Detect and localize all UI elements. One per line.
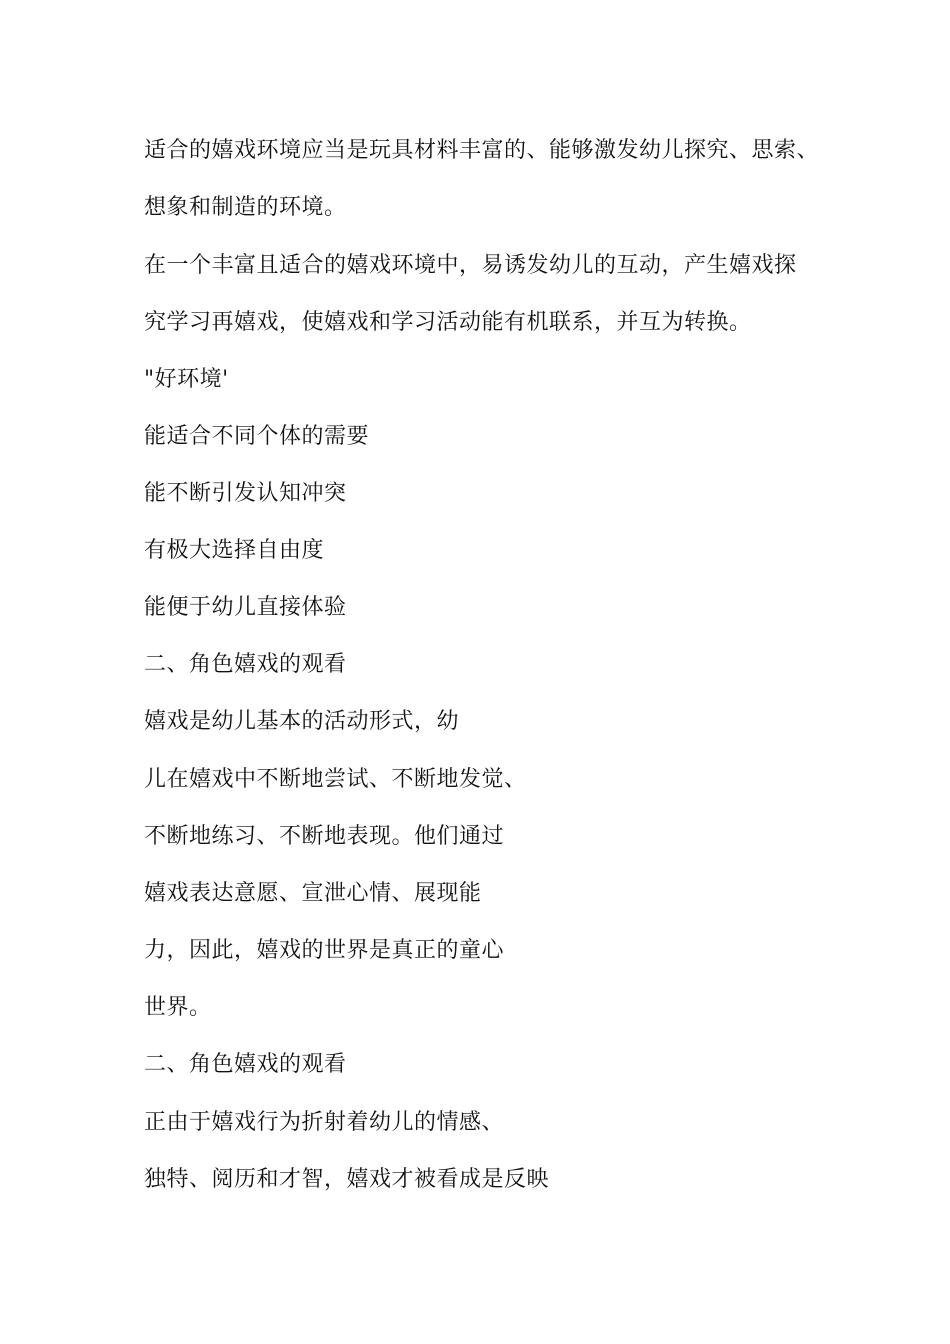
text-line: 嬉戏表达意愿、宣泄心情、展现能 [144,881,482,906]
text-line: "好环境' [144,367,229,392]
text-line: 想象和制造的环境。 [144,195,347,220]
text-line: 力，因此，嬉戏的世界是真正的童心 [144,938,505,963]
section-heading: 二、角色嬉戏的观看 [144,652,347,677]
text-line: 独特、阅历和才智，嬉戏才被看成是反映 [144,1167,550,1192]
text-line: 能适合不同个体的需要 [144,424,370,449]
text-line: 在一个丰富且适合的嬉戏环境中，易诱发幼儿的互动，产生嬉戏探 [144,253,797,278]
text-line: 不断地练习、不断地表现。他们通过 [144,824,505,849]
text-line: 究学习再嬉戏，使嬉戏和学习活动能有机联系，并互为转换。 [144,310,752,335]
text-line: 嬉戏是幼儿基本的活动形式，幼 [144,709,460,734]
text-line: 世界。 [144,995,212,1020]
text-line: 儿在嬉戏中不断地尝试、不断地发觉、 [144,767,527,792]
text-line: 能便于幼儿直接体验 [144,595,347,620]
text-line: 有极大选择自由度 [144,538,325,563]
text-line: 适合的嬉戏环境应当是玩具材料丰富的、能够激发幼儿探究、思索、 [144,138,820,163]
text-line: 正由于嬉戏行为折射着幼儿的情感、 [144,1110,505,1135]
section-heading: 二、角色嬉戏的观看 [144,1052,347,1077]
text-line: 能不断引发认知冲突 [144,481,347,506]
